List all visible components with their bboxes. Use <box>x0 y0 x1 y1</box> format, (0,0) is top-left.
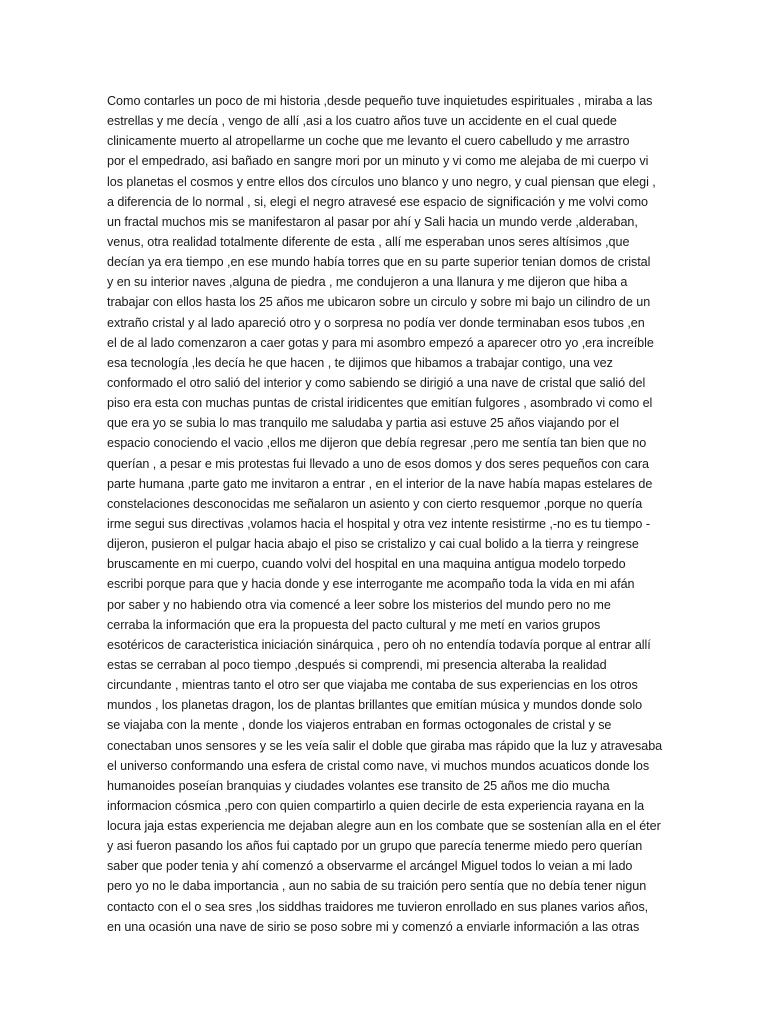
text-line: querían , a pesar e mis protestas fui llevado a uno de esos domos y dos seres pequeños con cara <box>107 456 650 471</box>
text-line: bruscamente en mi cuerpo, cuando volvi del hospital en una maquina antigua modelo torpedo <box>107 557 626 572</box>
text-line: informacion cósmica ,pero con quien compartirlo a quien decirle de esta experiencia rayana en la <box>107 798 645 813</box>
text-line: esotéricos de caracteristica iniciación sinárquica , pero oh no entendía todavía porque al entrar allí <box>107 637 651 652</box>
text-line: locura jaja estas experiencia me dejaban alegre aun en los combate que se sostenían alla en el éter <box>107 819 661 834</box>
text-line: constelaciones desconocidas me señalaron un asiento y con cierto resquemor ,porque no quería <box>107 496 643 511</box>
text-line: conectaban unos sensores y se les veía salir el doble que giraba mas rápido que la luz y atravesaba <box>107 738 663 753</box>
text-line: irme segui sus directivas ,volamos hacia el hospital y otra vez intente resistirme ,-no es tu tiempo - <box>107 516 650 531</box>
text-line: clinicamente muerto al atropellarme un coche que me levanto el cuero cabelludo y me arrastro <box>107 134 630 149</box>
text-line: cerraba la información que era la propuesta del pacto cultural y me metí en varios grupos <box>107 617 601 632</box>
text-line: en una ocasión una nave de sirio se poso sobre mi y comenzó a enviarle información a las otras <box>107 919 640 934</box>
text-line: el universo conformando una esfera de cristal como nave, vi muchos mundos acuaticos donde los <box>107 758 650 773</box>
text-line: y asi fueron pasando los años fui captado por un grupo que parecía tenerme miedo pero querían <box>107 839 643 854</box>
text-line: conformado el otro salió del interior y como sabiendo se dirigió a una nave de cristal que salió del <box>107 375 646 390</box>
text-line: trabajar con ellos hasta los 25 años me ubicaron sobre un circulo y sobre mi bajo un cilindro de un <box>107 295 651 310</box>
text-line: por el empedrado, asi bañado en sangre mori por un minuto y vi como me alejaba de mi cuerpo vi <box>107 154 649 169</box>
text-line: parte humana ,parte gato me invitaron a entrar , en el interior de la nave había mapas estelares de <box>107 476 653 491</box>
text-line: los planetas el cosmos y entre ellos dos círculos uno blanco y uno negro, y cual piensan que elegi , <box>107 174 656 189</box>
text-line: decían ya era tiempo ,en ese mundo había torres que en su parte superior tenian domos de cristal <box>107 255 651 270</box>
text-line: esa tecnología ,les decía he que hacen , te dijimos que hibamos a trabajar contigo, una vez <box>107 355 613 370</box>
text-line: que era yo se subia lo mas tranquilo me saludaba y partia asi estuve 25 años viajando por el <box>107 416 620 431</box>
text-line: circundante , mientras tanto el otro ser que viajaba me contaba de sus experiencias en los otros <box>107 678 638 693</box>
text-line: estrellas y me decía , vengo de allí ,asi a los cuatro años tuve un accidente en el cual quede <box>107 114 617 129</box>
text-line: saber que poder tenia y ahí comenzó a observarme el arcángel Miguel todos lo veian a mi lado <box>107 859 633 874</box>
text-line: extraño cristal y al lado apareció otro y o sorpresa no podía ver donde terminaban esos tubos ,en <box>107 315 645 330</box>
text-line: el de al lado comenzaron a caer gotas y para mi asombro empezó a aparecer otro yo ,era increíble <box>107 335 654 350</box>
text-line: espacio conociendo el vacio ,ellos me dijeron que debía regresar ,pero me sentía tan bien que no <box>107 436 647 451</box>
text-line: Como contarles un poco de mi historia ,desde pequeño tuve inquietudes espirituales , miraba a las <box>107 94 653 108</box>
text-line: dijeron, pusieron el pulgar hacia abajo el piso se cristalizo y cai cual bolido a la tierra y reingrese <box>107 537 639 552</box>
text-line: pero yo no le daba importancia , aun no sabia de su traición pero sentía que no debía tener nigun <box>107 879 647 894</box>
text-line: se viajaba con la mente , donde los viajeros entraban en formas octogonales de cristal y se <box>107 718 612 733</box>
text-line: humanoides poseían branquias y ciudades volantes ese transito de 25 años me dio mucha <box>107 778 610 793</box>
text-line: escribi porque para que y hacia donde y ese interrogante me acompaño toda la vida en mi afán <box>107 577 635 592</box>
text-line: y en su interior naves ,alguna de piedra , me condujeron a una llanura y me dijeron que hiba a <box>107 275 628 290</box>
text-line: por saber y no habiendo otra via comencé a leer sobre los misterios del mundo pero no me <box>107 597 611 612</box>
text-line: venus, otra realidad totalmente diferente de esta , allí me esperaban unos seres altísimos ,que <box>107 234 630 249</box>
text-line: piso era esta con muchas puntas de cristal iridicentes que emitían fulgores , asombrado vi como el <box>107 396 653 411</box>
text-line: un fractal muchos mis se manifestaron al pasar por ahí y Sali hacia un mundo verde ,alderaban, <box>107 214 638 229</box>
text-line: a diferencia de lo normal , si, elegi el negro atravesé ese espacio de significación y me volvi como <box>107 194 649 209</box>
text-line: contacto con el o sea sres ,los siddhas traidores me tuvieron enrollado en sus planes varios años, <box>107 899 649 914</box>
text-line: mundos , los planetas dragon, los de plantas brillantes que emitían música y mundos donde solo <box>107 698 643 713</box>
text-line: estas se cerraban al poco tiempo ,después si comprendi, mi presencia alteraba la realidad <box>107 657 607 672</box>
body-text <box>107 91 667 937</box>
